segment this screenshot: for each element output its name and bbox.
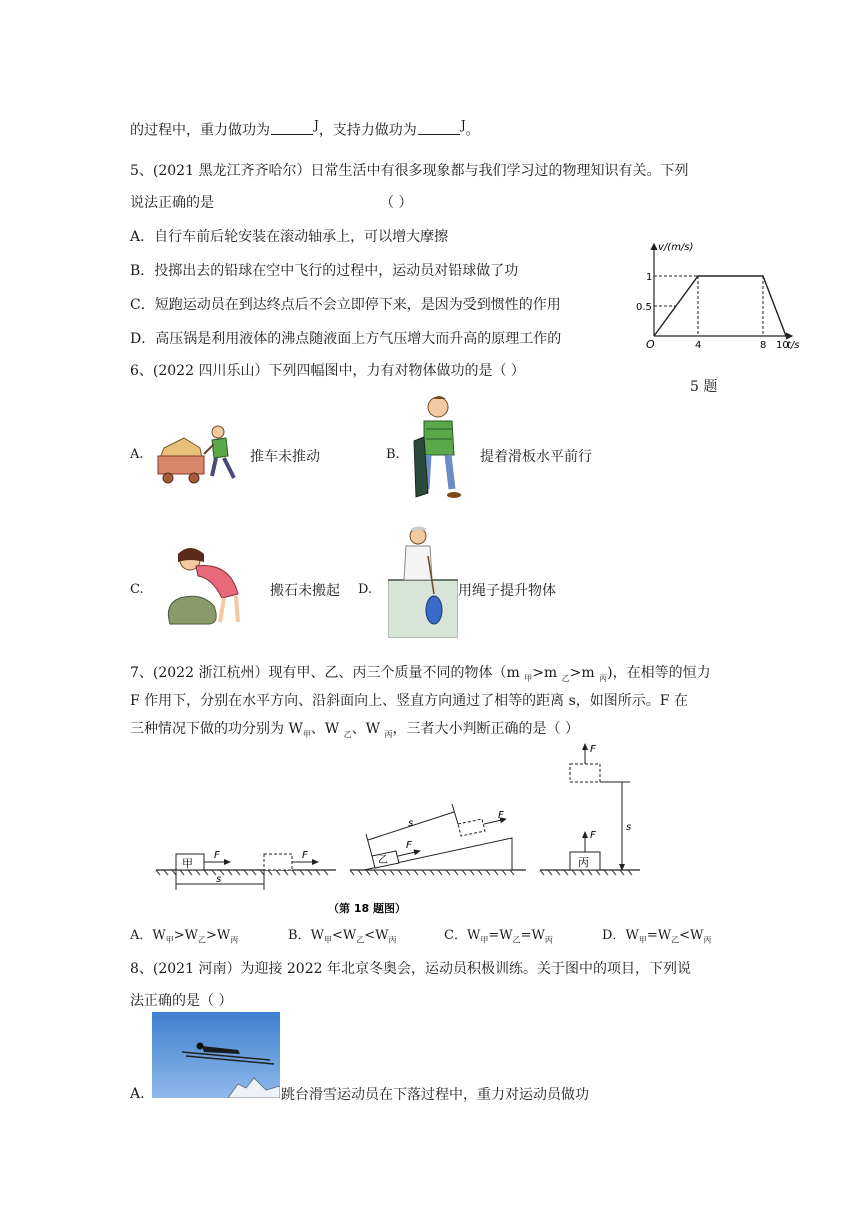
svg-text:F: F <box>498 810 504 821</box>
graph-xtick-4: 4 <box>695 340 702 351</box>
q7-stem-line3: 三种情况下做的功分别为 $W_甲$、W $_乙$、W $_丙$，三者大小判断正确的是（ ） <box>130 721 579 739</box>
q7-stem-line2: F 作用下，分别在水平方向、沿斜面向上、竖直方向通过了相等的距离 s，如图所示。F 在 <box>130 693 688 709</box>
graph-xlabel: t/s <box>787 340 800 351</box>
q8-option-a-text: 跳台滑雪运动员在下落过程中，重力对运动员做功 <box>281 1087 589 1103</box>
label-bing: 丙 <box>578 856 589 869</box>
q6-stem: 6、(2022 四川乐山）下列四幅图中，力有对物体做功的是（ ） <box>130 363 525 379</box>
q5-answer-paren: （ ） <box>380 195 413 211</box>
q5-option-a: A．自行车前后轮安装在滚动轴承上，可以增大摩擦 <box>130 229 449 245</box>
q4-tail-line: 的过程中，重力做功为 $^J$，支持力做功为 $^J$。 <box>130 118 480 139</box>
graph-xtick-10: 10 <box>776 340 789 351</box>
q6-option-d-text: 用绳子提升物体 <box>458 583 556 599</box>
panel-horizontal <box>156 850 336 890</box>
q6-option-a-letter: A. <box>130 447 144 462</box>
panel-vertical <box>540 744 640 875</box>
q6-option-d-letter: D. <box>358 582 373 597</box>
q5-velocity-graph <box>632 240 802 355</box>
q6-option-a-text: 推车未推动 <box>250 449 320 465</box>
q5-option-c: C．短跑运动员在到达终点后不会立即停下来，是因为受到惯性的作用 <box>130 297 561 313</box>
q7-force-figure <box>150 742 650 922</box>
q8-stem-line2: 法正确的是（ ） <box>130 993 233 1009</box>
lifting-stone-illustration <box>160 544 250 626</box>
svg-text:F: F <box>302 850 308 861</box>
q5-stem-line1: 5、(2021 黑龙江齐齐哈尔）日常生活中有很多现象都与我们学习过的物理知识有关。下列 <box>130 163 689 179</box>
q6-option-c-letter: C. <box>130 582 144 597</box>
svg-text:F: F <box>406 840 412 851</box>
q8-option-a-letter: A. <box>130 1086 145 1102</box>
svg-text:乙: 乙 <box>378 855 388 866</box>
svg-text:F: F <box>590 744 596 755</box>
panel-incline <box>350 804 526 875</box>
q7-option-b: B．$W_甲<W_乙<W_丙$ <box>288 928 397 945</box>
q5-option-d: D．高压锅是利用液体的沸点随液面上方气压增大而升高的原理工作的 <box>130 331 562 347</box>
velocity-curve <box>654 276 786 336</box>
q6-option-b-letter: B. <box>386 447 400 462</box>
label-jia: 甲 <box>182 857 193 870</box>
q7-stem-line1: 7、(2022 浙江杭州）现有甲、乙、丙三个质量不同的物体（m $_甲$>m $_乙$>m $_丙$)，在相等的恒力 <box>130 665 711 683</box>
q6-option-c-text: 搬石未搬起 <box>270 583 340 599</box>
rope-lifting-illustration <box>388 526 458 638</box>
graph-origin: O <box>646 338 655 351</box>
pushing-cart-illustration <box>154 418 244 486</box>
graph-ytick-1: 1 <box>646 272 653 283</box>
ski-jumper-photo <box>152 1012 280 1098</box>
graph-ytick-05: 0.5 <box>636 302 652 313</box>
q6-option-b-text: 提着滑板水平前行 <box>480 449 592 465</box>
answer-blank-2[interactable] <box>418 120 460 135</box>
q5-graph-caption: 5 题 <box>690 379 718 395</box>
svg-text:F: F <box>214 850 220 861</box>
svg-text:s: s <box>408 818 414 829</box>
q5-option-b: B．投掷出去的铅球在空中飞行的过程中，运动员对铅球做了功 <box>130 263 519 279</box>
graph-xtick-8: 8 <box>760 340 767 351</box>
svg-text:F: F <box>590 830 596 841</box>
q7-option-a: A．$W_甲>W_乙>W_丙$ <box>130 928 239 945</box>
svg-text:s: s <box>216 874 222 885</box>
svg-text:s: s <box>626 822 632 833</box>
q5-stem-line2: 说法正确的是 （ ） <box>130 192 214 212</box>
q7-option-c: C．$W_甲=W_乙=W_丙$ <box>444 928 553 945</box>
q8-stem-line1: 8、(2021 河南）为迎接 2022 年北京冬奥会，运动员积极训练。关于图中的项目，下列说 <box>130 961 691 977</box>
graph-ylabel: v/(m/s) <box>658 242 694 253</box>
q7-option-d: D．$W_甲=W_乙<W_丙$ <box>602 928 712 945</box>
carrying-skateboard-illustration <box>408 393 468 505</box>
figure-caption: （第 18 题图） <box>328 902 406 915</box>
answer-blank-1[interactable] <box>271 120 313 135</box>
